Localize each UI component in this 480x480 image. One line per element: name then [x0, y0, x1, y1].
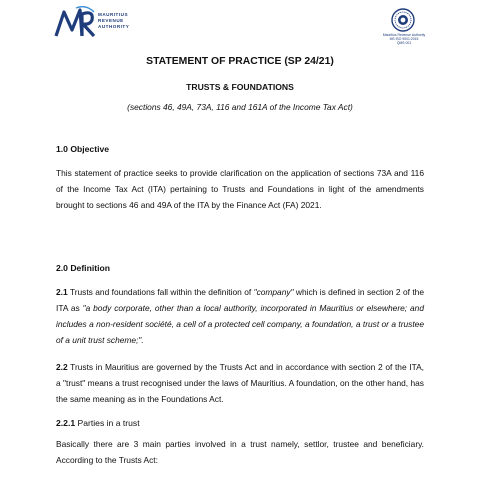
defined-term: "company" [253, 287, 294, 297]
paragraph-2-1 [56, 284, 424, 348]
sections-reference: (sections 46, 49A, 73A, 116 and 161A of the Income Tax Act) [127, 102, 353, 112]
seal-caption-line: Mauritius Revenue Authority [382, 33, 426, 37]
paragraph-text: which is defined in section 2 of the ITA as [56, 287, 424, 313]
org-line: MAURITIUS [98, 12, 129, 17]
definition-quote: "a body corporate, other than a local authority, incorporated in Mauritius or elsewhere; and includes a non-resident société, a cell of a protected cell company, a foundation, a trust or a trustee of a unit trust scheme;". [56, 303, 424, 345]
mra-org-name [98, 12, 129, 30]
subsection-heading-parties [56, 418, 140, 428]
paragraph-number: 2.1 [56, 287, 68, 297]
parties-paragraph: Basically there are 3 main parties involved in a trust namely, settlor, trustee and beneficiary. According to the Trusts Act: [56, 439, 424, 465]
section-heading-objective: 1.0 Objective [56, 144, 110, 154]
org-line: REVENUE [98, 18, 124, 23]
section-heading-definition: 2.0 Definition [56, 263, 110, 273]
document-title: STATEMENT OF PRACTICE (SP 24/21) [146, 56, 334, 67]
document-subtitle: TRUSTS & FOUNDATIONS [186, 82, 294, 92]
paragraph-2-2 [56, 359, 424, 407]
org-line: AUTHORITY [98, 24, 130, 29]
subsection-title: Parties in a trust [75, 418, 140, 428]
paragraph-text: Trusts in Mauritius are governed by the Trusts Act and in accordance with section 2 of the ITA, a "trust" means a trust recognised under the laws of Mauritius. A foundation, on the other hand, has the same meaning as in the Foundations Act. [56, 362, 424, 404]
seal-caption-line: QMS 001 [396, 41, 412, 46]
objective-paragraph: This statement of practice seeks to provide clarification on the application of sections 73A and 116 of the Income Tax Act (ITA) pertaining to Trusts and Foundations in light of the amendments brought to sections 46 and 49A of the ITA by the Finance Act (FA) 2021. [56, 168, 424, 210]
paragraph-text: Trusts and foundations fall within the definition of [67, 287, 254, 297]
certification-seal-icon [391, 8, 415, 32]
seal-caption-line: MS ISO 9001:2015 [389, 37, 419, 42]
seal-caption [378, 33, 430, 46]
paragraph-number: 2.2 [56, 362, 68, 372]
subsection-number: 2.2.1 [56, 418, 76, 428]
